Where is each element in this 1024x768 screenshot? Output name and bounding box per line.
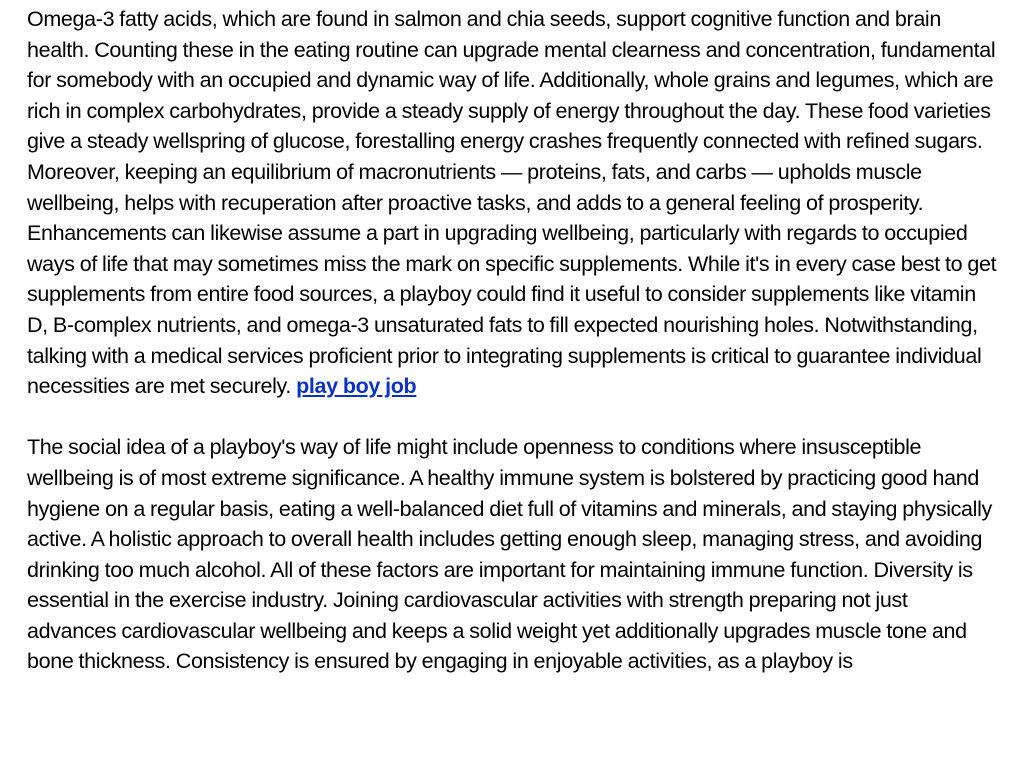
paragraph-immune-health (27, 432, 997, 677)
document-body (27, 4, 997, 677)
paragraph-immune-health-text: The social idea of a playboy's way of life might include openness to conditions where insusceptible wellbeing is of most extreme significance. A healthy immune system is bolstered by practicing good hand hygiene on a regular basis, eating a well-balanced diet full of vitamins and minerals, and staying physically active. A holistic approach to overall health includes getting enough sleep, managing stress, and avoiding drinking too much alcohol. All of these factors are important for maintaining immune function. Diversity is essential in the exercise industry. Joining cardiovascular activities with strength preparing not just advances cardiovascular wellbeing and keeps a solid weight yet additionally upgrades muscle tone and bone thickness. Consistency is ensured by engaging in enjoyable activities, as a playboy is (27, 435, 992, 674)
play-boy-job-link[interactable]: play boy job (296, 374, 417, 399)
paragraph-nutrition-text: Omega-3 fatty acids, which are found in salmon and chia seeds, support cognitive function and brain health. Counting these in the eating routine can upgrade mental clearness and concentration, fundamental for somebody with an occupied and dynamic way of life. Additionally, whole grains and legumes, which are rich in complex carbohydrates, provide a steady supply of energy throughout the day. These food varieties give a steady wellspring of glucose, forestalling energy crashes frequently connected with refined sugars. Moreover, keeping an equilibrium of macronutrients — proteins, fats, and carbs — upholds muscle wellbeing, helps with recuperation after proactive tasks, and adds to a general feeling of prosperity. Enhancements can likewise assume a part in upgrading wellbeing, particularly with regards to occupied ways of life that may sometimes miss the mark on specific supplements. While it's in every case best to get supplements from entire food sources, a playboy could find it useful to consider supplements like vitamin D, B-complex nutrients, and omega-3 unsaturated fats to fill expected nourishing holes. Notwithstanding, talking with a medical services proficient prior to integrating supplements is critical to guarantee individual necessities are met securely. (27, 7, 997, 399)
paragraph-nutrition (27, 4, 997, 402)
